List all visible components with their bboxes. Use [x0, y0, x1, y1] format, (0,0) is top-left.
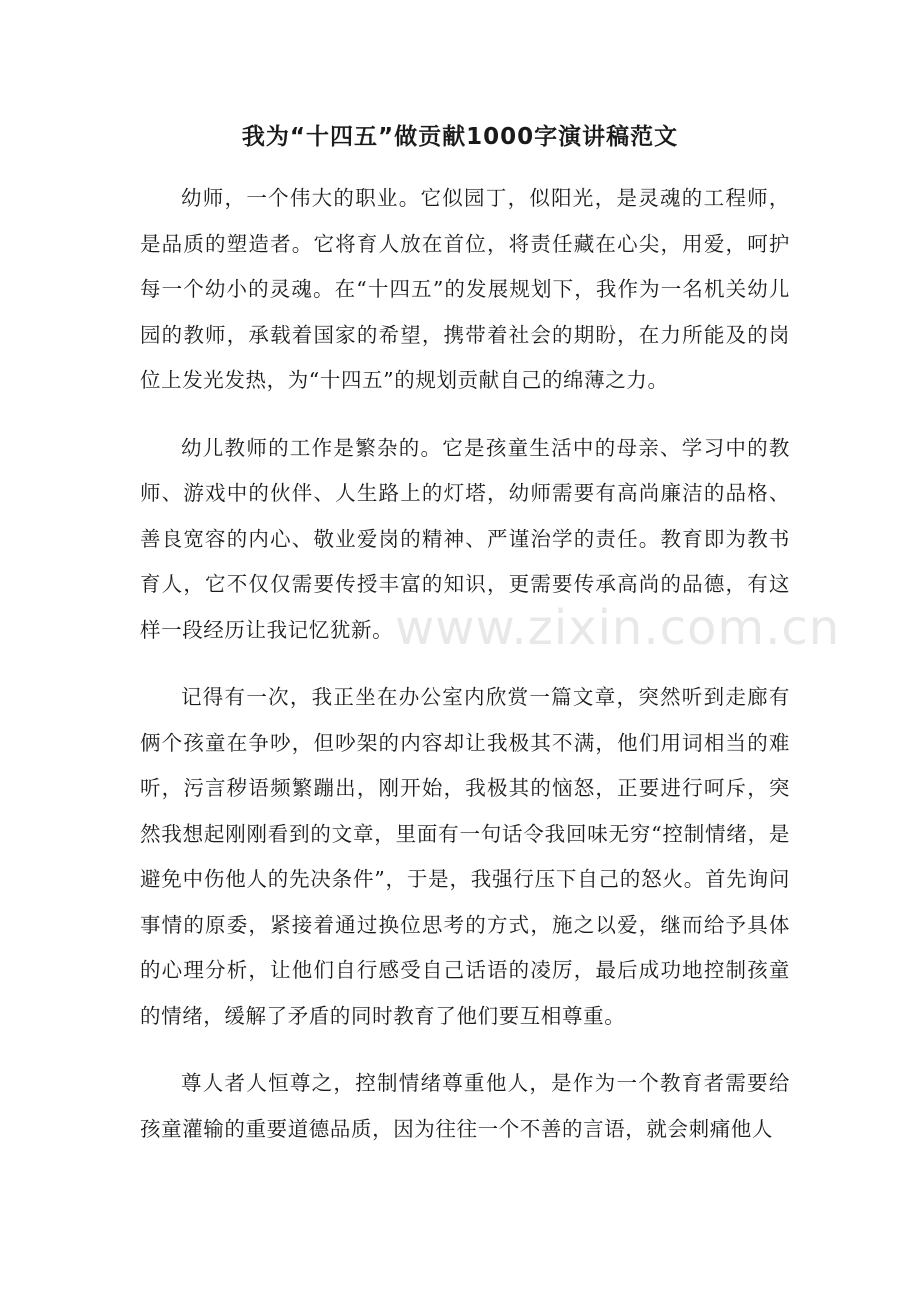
- watermark: www.zixin.com.cn: [395, 600, 841, 656]
- document-body: [140, 176, 790, 1174]
- paragraph-1: 幼师，一个伟大的职业。它似园丁，似阳光，是灵魂的工程师，是品质的塑造者。它将育人放在首位，将责任藏在心尖，用爱，呵护每一个幼小的灵魂。在“十四五”的发展规划下，我作为一名机关幼儿园的教师，承载着国家的希望，携带着社会的期盼，在力所能及的岗位上发光发热，为“十四五”的规划贡献自己的绵薄之力。: [140, 186, 790, 392]
- paragraph-2: 幼儿教师的工作是繁杂的。它是孩童生活中的母亲、学习中的教师、游戏中的伙伴、人生路上的灯塔，幼师需要有高尚廉洁的品格、善良宽容的内心、敬业爱岗的精神、严谨治学的责任。教育即为教书育人，它不仅仅需要传授丰富的知识，更需要传承高尚的品德，有这样一段经历让我记忆犹新。: [140, 435, 790, 642]
- paragraph-4: 尊人者人恒尊之，控制情绪尊重他人，是作为一个教育者需要给孩童灌输的重要道德品质，因为往往一个不善的言语，就会刺痛他人: [140, 1071, 790, 1141]
- paragraph-3: 记得有一次，我正坐在办公室内欣赏一篇文章，突然听到走廊有俩个孩童在争吵，但吵架的内容却让我极其不满，他们用词相当的难听，污言秽语频繁蹦出，刚开始，我极其的恼怒，正要进行呵斥，突然我想起刚刚看到的文章，里面有一句话令我回味无穷“控制情绪，是避免中伤他人的先决条件”，于是，我强行压下自己的怒火。首先询问事情的原委，紧接着通过换位思考的方式，施之以爱，继而给予具体的心理分析，让他们自行感受自己话语的凌厉，最后成功地控制孩童的情绪，缓解了矛盾的同时教育了他们要互相尊重。: [140, 685, 790, 1028]
- document-title: 我为“十四五”做贡献1000字演讲稿范文: [241, 124, 679, 150]
